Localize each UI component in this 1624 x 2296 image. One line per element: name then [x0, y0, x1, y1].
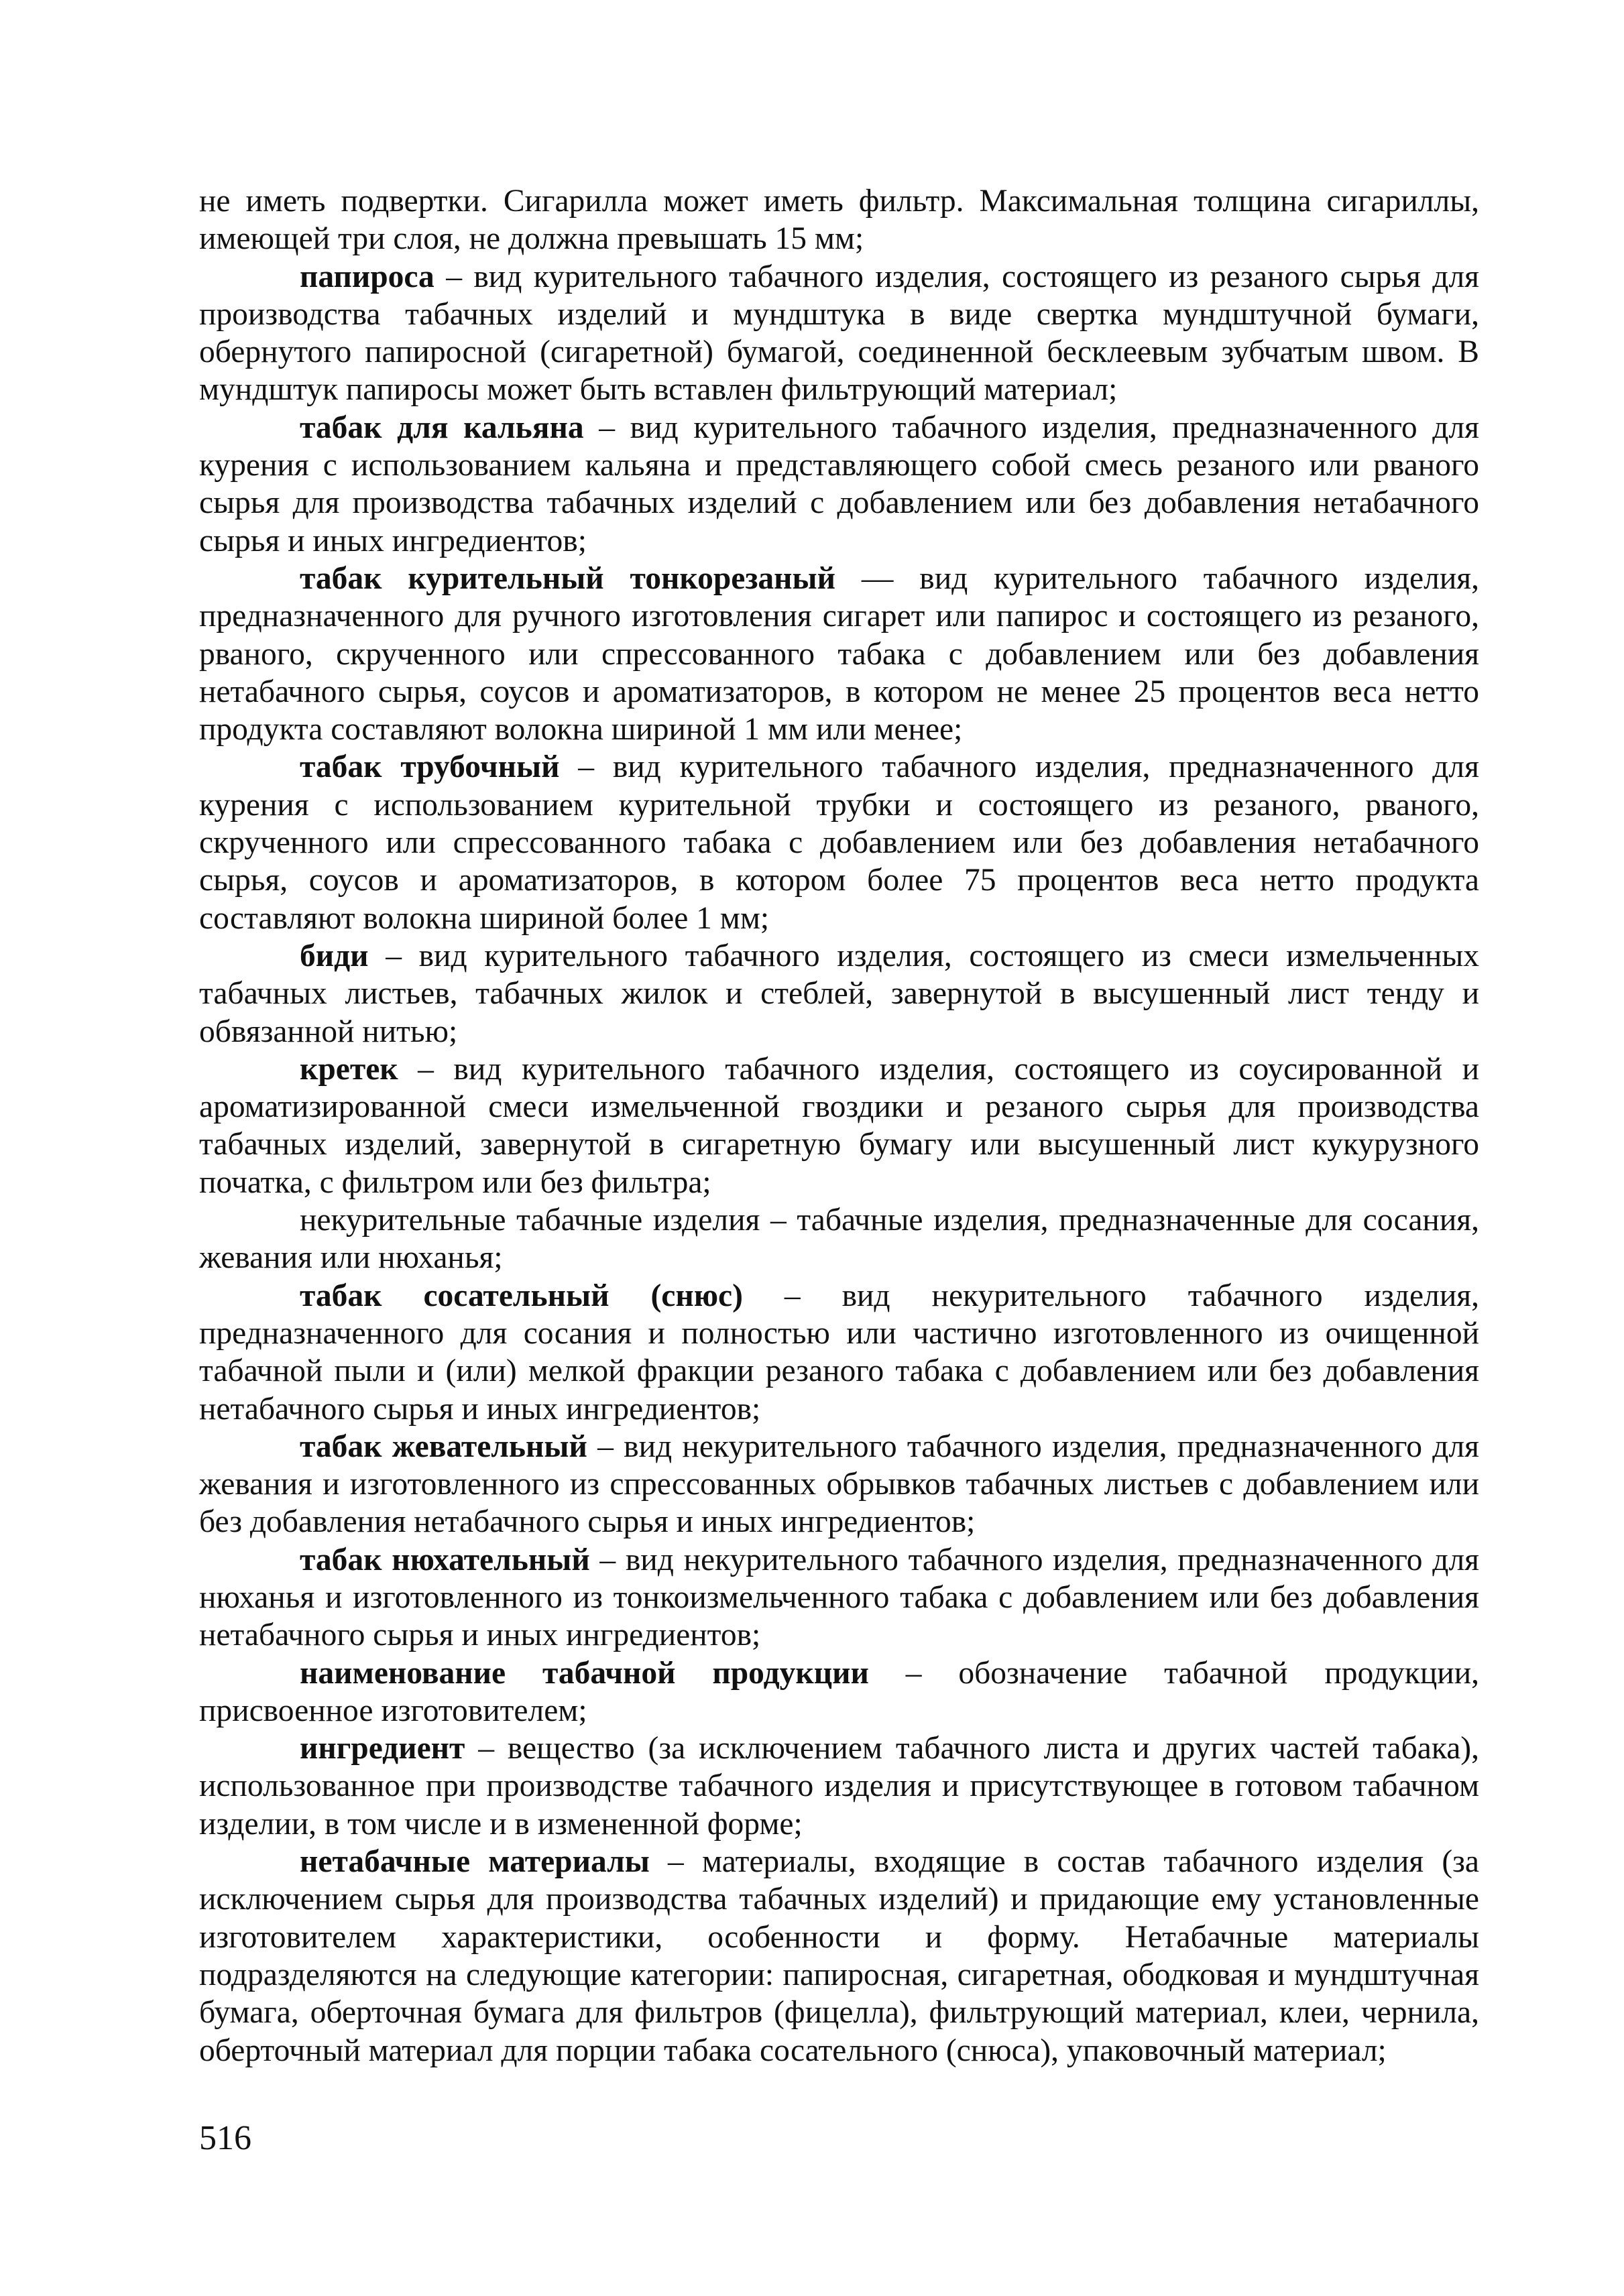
paragraph-definition	[199, 560, 1479, 748]
term: ингредиент	[300, 1731, 465, 1766]
definition-text: – вид курительного табачного изделия, состоящего из соусированной и ароматизированной смеси измельченной гвоздики и резаного сырья для производства табачных изделий, завернутой в сигаретную бумагу или высушенный лист кукурузного початка, с фильтром или без фильтра;	[199, 1051, 1479, 1200]
definition-text: – вид курительного табачного изделия, предназначенного для курения с использованием курительной трубки и состоящего из резаного, рваного, скрученного или спрессованного табака с добавлением или без добавления нетабачного сырья, соусов и ароматизаторов, в котором более 75 процентов веса нетто продукта составляют волокна шириной более 1 мм;	[199, 749, 1479, 936]
definition-text: – вид некурительного табачного изделия, предназначенного для сосания и полностью или частично изготовленного из очищенной табачной пыли и (или) мелкой фракции резаного табака с добавлением или без добавления нетабачного сырья и иных ингредиентов;	[199, 1278, 1479, 1427]
term: табак трубочный	[300, 749, 560, 785]
paragraph-definition	[199, 1428, 1479, 1541]
definition-text: не иметь подвертки. Сигарилла может иметь фильтр. Максимальная толщина сигариллы, имеющей три слоя, не должна превышать 15 мм;	[199, 184, 1479, 257]
paragraph-definition	[199, 409, 1479, 560]
term: табак жевательный	[300, 1429, 587, 1464]
paragraph-definition	[199, 937, 1479, 1050]
definition-text: – вещество (за исключением табачного листа и других частей табака), использованное при производстве табачного изделия и присутствующее в готовом табачном изделии, в том числе и в измененной форме;	[199, 1731, 1479, 1841]
paragraph-definition	[199, 1201, 1479, 1277]
paragraph-definition	[199, 1050, 1479, 1201]
term: кретек	[300, 1051, 398, 1087]
definition-text: некурительные табачные изделия – табачные изделия, предназначенные для сосания, жевания или нюханья;	[199, 1203, 1479, 1276]
paragraph-definition	[199, 1654, 1479, 1730]
term: наименование табачной продукции	[300, 1655, 869, 1691]
paragraph-definition	[199, 748, 1479, 936]
term: папироса	[300, 259, 434, 294]
term: биди	[300, 938, 369, 973]
term: табак сосательный (снюс)	[300, 1278, 743, 1313]
paragraph-definition	[199, 258, 1479, 409]
term: нетабачные материалы	[300, 1844, 650, 1880]
definition-text: – вид курительного табачного изделия, состоящего из резаного сырья для производства табачных изделий и мундштука в виде свертка мундштучной бумаги, обернутого папиросной (сигаретной) бумагой, соединенной бесклеевым зубчатым швом. В мундштук папиросы может быть вставлен фильтрующий материал;	[199, 259, 1479, 408]
definition-text: — вид курительного табачного изделия, предназначенного для ручного изготовления сигарет или папирос и состоящего из резаного, рваного, скрученного или спрессованного табака с добавлением или без добавления нетабачного сырья, соусов и ароматизаторов, в котором не менее 25 процентов веса нетто продукта составляют волокна шириной 1 мм или менее;	[199, 560, 1479, 747]
paragraph-definition	[199, 1843, 1479, 2069]
term: табак для кальяна	[300, 410, 584, 445]
definition-text: – материалы, входящие в состав табачного изделия (за исключением сырья для производства табачных изделий) и придающие ему установленные изготовителем характеристики, особенности и форму. Нетабачные материалы подразделяются на следующие категории: папиросная, сигаретная, ободковая и мундштучная бумага, оберточная бумага для фильтров (фицелла), фильтрующий материал, клеи, чернила, оберточный материал для порции табака сосательного (снюса), упаковочный материал;	[199, 1844, 1479, 2068]
paragraph-continuation	[199, 182, 1479, 258]
paragraph-definition	[199, 1730, 1479, 1843]
page-number: 516	[199, 2119, 251, 2157]
term: табак нюхательный	[300, 1542, 590, 1577]
document-body	[199, 182, 1479, 2069]
definition-text: – вид курительного табачного изделия, предназначенного для курения с использованием кальяна и представляющего собой смесь резаного или рваного сырья для производства табачных изделий с добавлением или без добавления нетабачного сырья и иных ингредиентов;	[199, 410, 1480, 558]
paragraph-definition	[199, 1541, 1479, 1654]
definition-text: – вид некурительного табачного изделия, предназначенного для жевания и изготовленного из спрессованных обрывков табачных листьев с добавлением или без добавления нетабачного сырья и иных ингредиентов;	[199, 1429, 1480, 1540]
paragraph-definition	[199, 1277, 1479, 1428]
definition-text: – вид некурительного табачного изделия, предназначенного для нюханья и изготовленного из тонкоизмельченного табака с добавлением или без добавления нетабачного сырья и иных ингредиентов;	[199, 1542, 1479, 1653]
definition-text: – обозначение табачной продукции, присвоенное изготовителем;	[199, 1655, 1479, 1728]
definition-text: – вид курительного табачного изделия, состоящего из смеси измельченных табачных листьев, табачных жилок и стеблей, завернутой в высушенный лист тенду и обвязанной нитью;	[199, 938, 1479, 1049]
term: табак курительный тонкорезаный	[300, 560, 836, 596]
